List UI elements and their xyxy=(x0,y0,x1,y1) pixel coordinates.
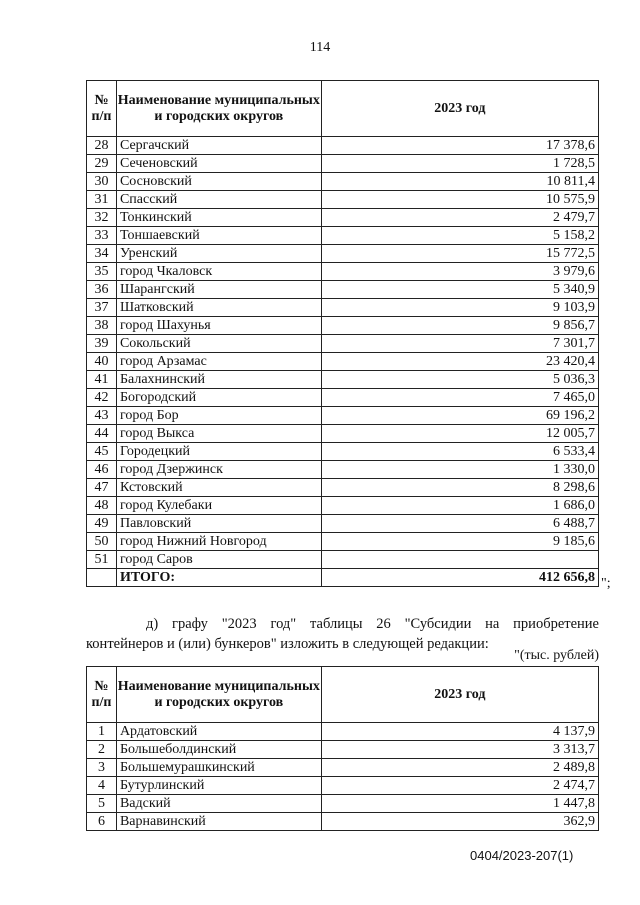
table-row xyxy=(87,407,599,425)
row-value: 5 036,3 xyxy=(321,371,598,389)
row-value: 8 298,6 xyxy=(321,479,598,497)
row-name: город Нижний Новгород xyxy=(116,533,321,551)
row-value: 5 340,9 xyxy=(321,281,598,299)
row-number: 2 xyxy=(87,741,117,759)
row-value: 12 005,7 xyxy=(321,425,598,443)
row-number: 41 xyxy=(87,371,117,389)
row-name: Ардатовский xyxy=(116,723,321,741)
header-num xyxy=(87,667,117,723)
row-name: Большеболдинский xyxy=(116,741,321,759)
header-year xyxy=(321,667,598,723)
row-number: 1 xyxy=(87,723,117,741)
row-name: Шарангский xyxy=(116,281,321,299)
row-name: Шатковский xyxy=(116,299,321,317)
table-row xyxy=(87,227,599,245)
row-value: 15 772,5 xyxy=(321,245,598,263)
row-number: 30 xyxy=(87,173,117,191)
table-row xyxy=(87,479,599,497)
row-value: 23 420,4 xyxy=(321,353,598,371)
row-number: 35 xyxy=(87,263,117,281)
row-number: 34 xyxy=(87,245,117,263)
table-row xyxy=(87,173,599,191)
row-value: 4 137,9 xyxy=(321,723,598,741)
row-name: Кстовский xyxy=(116,479,321,497)
row-name: Сергачский xyxy=(116,137,321,155)
row-number: 5 xyxy=(87,795,117,813)
row-name: Сосновский xyxy=(116,173,321,191)
table-row xyxy=(87,371,599,389)
row-value: 6 533,4 xyxy=(321,443,598,461)
row-number: 40 xyxy=(87,353,117,371)
table-row xyxy=(87,443,599,461)
row-number: 6 xyxy=(87,813,117,831)
table-row xyxy=(87,281,599,299)
row-name: Большемурашкинский xyxy=(116,759,321,777)
row-number: 29 xyxy=(87,155,117,173)
row-name: Варнавинский xyxy=(116,813,321,831)
table-row xyxy=(87,741,599,759)
table-row xyxy=(87,515,599,533)
header-year-text: 2023 год xyxy=(434,686,486,702)
row-value: 2 479,7 xyxy=(321,209,598,227)
row-value: 5 158,2 xyxy=(321,227,598,245)
total-label: ИТОГО: xyxy=(116,569,321,587)
header-name-text: Наименование муниципальных и городских округов xyxy=(117,678,320,710)
header-num xyxy=(87,81,117,137)
row-name: Сокольский xyxy=(116,335,321,353)
row-name: город Выкса xyxy=(116,425,321,443)
row-value: 9 856,7 xyxy=(321,317,598,335)
row-name: Спасский xyxy=(116,191,321,209)
table-row xyxy=(87,155,599,173)
row-number: 45 xyxy=(87,443,117,461)
row-number: 4 xyxy=(87,777,117,795)
header-num-text: № п/п xyxy=(91,92,112,124)
row-value: 10 575,9 xyxy=(321,191,598,209)
table-row xyxy=(87,551,599,569)
row-value: 17 378,6 xyxy=(321,137,598,155)
row-number: 36 xyxy=(87,281,117,299)
table-row xyxy=(87,245,599,263)
row-value: 2 474,7 xyxy=(321,777,598,795)
row-number: 32 xyxy=(87,209,117,227)
row-value: 3 313,7 xyxy=(321,741,598,759)
row-name: город Бор xyxy=(116,407,321,425)
table-row xyxy=(87,813,599,831)
row-value: 1 728,5 xyxy=(321,155,598,173)
row-value: 9 103,9 xyxy=(321,299,598,317)
page-number: 114 xyxy=(309,40,331,55)
header-name xyxy=(116,81,321,137)
table-row xyxy=(87,723,599,741)
row-name: Бутурлинский xyxy=(116,777,321,795)
row-value: 9 185,6 xyxy=(321,533,598,551)
row-name: город Кулебаки xyxy=(116,497,321,515)
table-row xyxy=(87,209,599,227)
row-value: 3 979,6 xyxy=(321,263,598,281)
row-name: Сеченовский xyxy=(116,155,321,173)
table-row xyxy=(87,497,599,515)
row-number: 48 xyxy=(87,497,117,515)
header-name xyxy=(116,667,321,723)
table-row xyxy=(87,777,599,795)
total-value: 412 656,8 xyxy=(321,569,598,587)
header-num-text: № п/п xyxy=(91,678,112,710)
row-number: 38 xyxy=(87,317,117,335)
row-value: 7 301,7 xyxy=(321,335,598,353)
row-number: 43 xyxy=(87,407,117,425)
row-number: 49 xyxy=(87,515,117,533)
row-number: 33 xyxy=(87,227,117,245)
row-name: город Шахунья xyxy=(116,317,321,335)
closing-quote: "; xyxy=(601,576,611,591)
row-number: 31 xyxy=(87,191,117,209)
units-label: "(тыс. рублей) xyxy=(514,648,599,663)
row-number: 39 xyxy=(87,335,117,353)
row-number: 46 xyxy=(87,461,117,479)
row-value: 362,9 xyxy=(321,813,598,831)
row-value: 1 686,0 xyxy=(321,497,598,515)
header-year-text: 2023 год xyxy=(434,100,486,116)
row-name: город Саров xyxy=(116,551,321,569)
row-number: 51 xyxy=(87,551,117,569)
row-name: Уренский xyxy=(116,245,321,263)
table-row xyxy=(87,533,599,551)
row-value: 7 465,0 xyxy=(321,389,598,407)
row-name: город Чкаловск xyxy=(116,263,321,281)
row-name: Вадский xyxy=(116,795,321,813)
table-row xyxy=(87,425,599,443)
total-row xyxy=(87,569,599,587)
table-row xyxy=(87,335,599,353)
row-number: 3 xyxy=(87,759,117,777)
row-name: город Арзамас xyxy=(116,353,321,371)
row-name: Тоншаевский xyxy=(116,227,321,245)
row-value: 1 330,0 xyxy=(321,461,598,479)
table-row xyxy=(87,353,599,371)
row-number: 37 xyxy=(87,299,117,317)
row-name: Тонкинский xyxy=(116,209,321,227)
table-row xyxy=(87,191,599,209)
header-year xyxy=(321,81,598,137)
table1-body xyxy=(87,137,599,587)
header-name-text: Наименование муниципальных и городских округов xyxy=(117,92,320,124)
row-number: 42 xyxy=(87,389,117,407)
row-name: Городецкий xyxy=(116,443,321,461)
row-name: Балахнинский xyxy=(116,371,321,389)
row-number: 28 xyxy=(87,137,117,155)
row-name: Павловский xyxy=(116,515,321,533)
row-number: 47 xyxy=(87,479,117,497)
paragraph-line-1: д) графу "2023 год" таблицы 26 "Субсидии на приобретение xyxy=(146,616,599,632)
table-row xyxy=(87,795,599,813)
paragraph-line-2: контейнеров и (или) бункеров" изложить в следующей редакции: xyxy=(86,636,489,652)
table-row xyxy=(87,461,599,479)
row-value: 10 811,4 xyxy=(321,173,598,191)
table2-body xyxy=(87,723,599,831)
total-num xyxy=(87,569,117,587)
row-number: 50 xyxy=(87,533,117,551)
row-name: Богородский xyxy=(116,389,321,407)
table-row xyxy=(87,759,599,777)
row-name: город Дзержинск xyxy=(116,461,321,479)
table-row xyxy=(87,389,599,407)
table-row xyxy=(87,263,599,281)
table-row xyxy=(87,299,599,317)
table-row xyxy=(87,317,599,335)
row-value xyxy=(321,551,598,569)
row-value: 1 447,8 xyxy=(321,795,598,813)
row-value: 6 488,7 xyxy=(321,515,598,533)
row-value: 2 489,8 xyxy=(321,759,598,777)
row-value: 69 196,2 xyxy=(321,407,598,425)
document-code: 0404/2023-207(1) xyxy=(470,848,574,863)
row-number: 44 xyxy=(87,425,117,443)
container-subsidy-table xyxy=(86,666,599,831)
table-row xyxy=(87,137,599,155)
subsidy-table-continued xyxy=(86,80,599,587)
